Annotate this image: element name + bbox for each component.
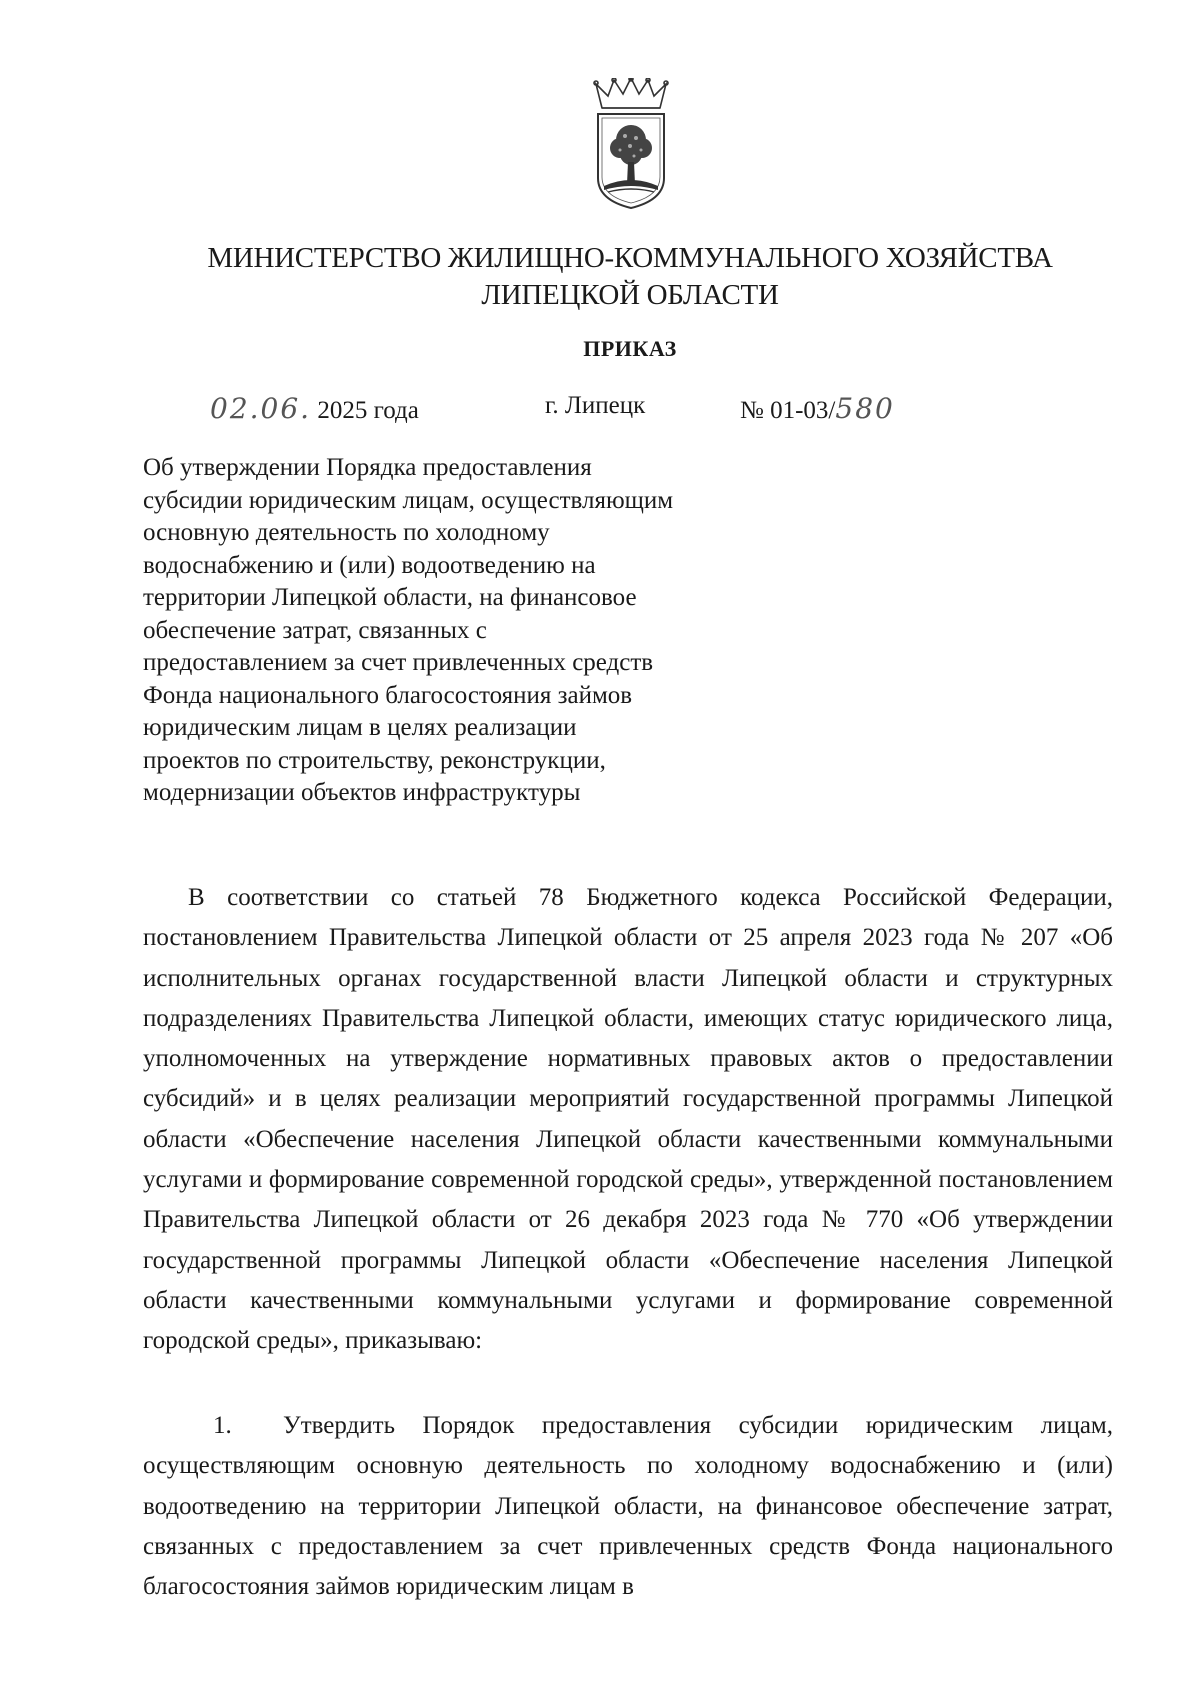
item-text: Утвердить Порядок предоставления субсидии юридическим лицам, осуществляющим основную деятельность по холодному водоснабжению и (или) водоотведению на территории Липецкой области, на финансовое обеспечение затрат, связанных с предоставлением за счет привлеченных средств Фонда национального благосостояния займов юридическим лицам в [143, 1412, 1113, 1601]
subject-line: модернизации объектов инфраструктуры [143, 779, 581, 806]
order-year: 2025 года [317, 397, 419, 424]
order-number [740, 392, 895, 425]
document-type: ПРИКАЗ [583, 336, 677, 361]
ministry-name-line2: ЛИПЕЦКОЙ ОБЛАСТИ [481, 279, 779, 311]
order-item-1 [143, 1406, 1113, 1607]
subject-line: обеспечение затрат, связанных с [143, 616, 487, 644]
ministry-name-line1: МИНИСТЕРСТВО ЖИЛИЩНО-КОММУНАЛЬНОГО ХОЗЯЙСТВА [207, 242, 1053, 274]
subject-line: Фонда национального благосостояния займов [143, 681, 633, 709]
subject-line: водоснабжению и (или) водоотведению на [143, 551, 596, 579]
subject-line: Об утверждении Порядка предоставления [143, 454, 592, 481]
ministry-name [0, 240, 1200, 314]
preamble-paragraph: В соответствии со статьей 78 Бюджетного кодекса Российской Федерации, постановлением Правительства Липецкой области от 25 апреля 2023 года № 207 «Об исполнительных органах государственной власти Липецкой области и структурных подразделениях Правительства Липецкой области, имеющих статус юридического лица, уполномоченных на утверждение нормативных правовых актов о предоставлении субсидий» и в целях реализации мероприятий государственной программы Липецкой области «Обеспечение населения Липецкой области качественными коммунальными услугами и формирование современной городской среды», утвержденной постановлением Правительства Липецкой области от 26 декабря 2023 года № 770 «Об утверждении государственной программы Липецкой области «Обеспечение населения Липецкой области качественными коммунальными услугами и формирование современной городской среды», приказываю: [143, 884, 1113, 1355]
subject-line: юридическим лицам в целях реализации [143, 714, 577, 741]
order-city: г. Липецк [545, 392, 646, 419]
item-number: 1. [213, 1412, 232, 1439]
order-subject [143, 452, 783, 810]
subject-line: основную деятельность по холодному [143, 519, 550, 546]
handwritten-date: 02.06. [210, 392, 312, 425]
subject-line: субсидии юридическим лицам, осуществляющим [143, 486, 674, 514]
handwritten-number: 580 [835, 392, 895, 425]
subject-line: предоставлением за счет привлеченных средств [143, 649, 654, 676]
coat-of-arms-icon [590, 78, 672, 210]
order-date [210, 392, 419, 425]
subject-line: проектов по строительству, реконструкции, [143, 746, 606, 774]
subject-line: территории Липецкой области, на финансовое [143, 584, 637, 611]
order-number-prefix: № 01-03/ [740, 397, 836, 424]
